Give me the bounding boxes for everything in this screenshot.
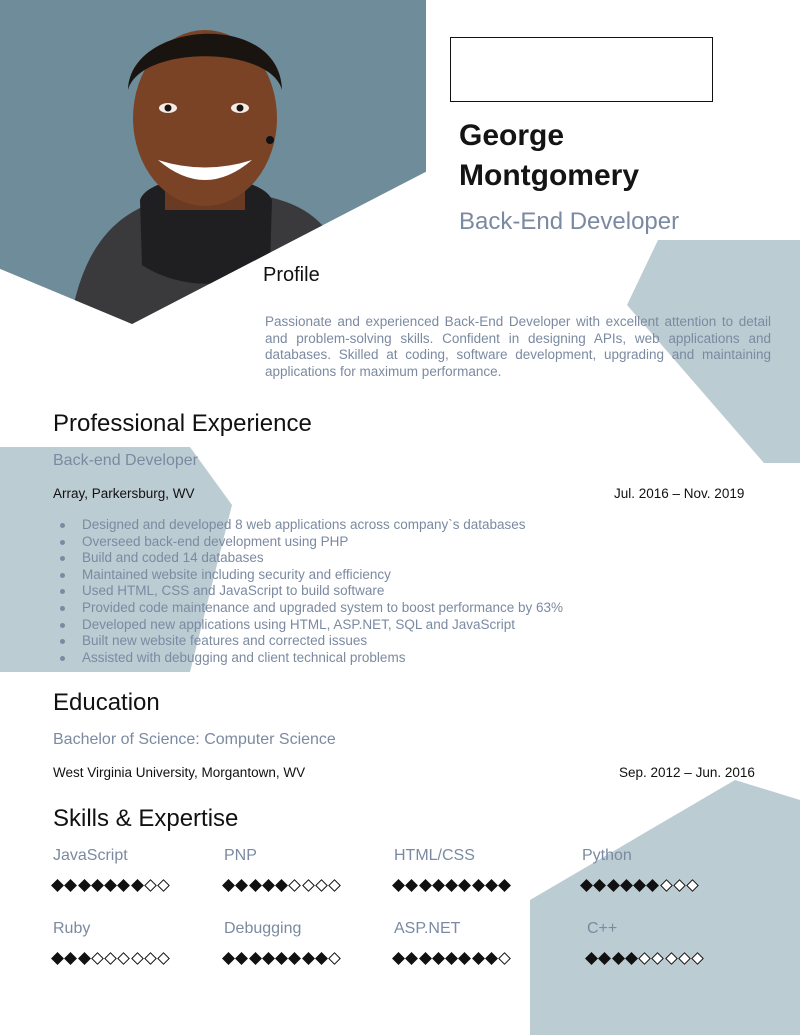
rating-diamond-filled-icon — [249, 952, 262, 965]
skill-ruby — [53, 920, 233, 940]
rating-diamond-filled-icon — [405, 879, 418, 892]
rating-diamond-filled-icon — [64, 952, 77, 965]
rating-diamond-filled-icon — [392, 952, 405, 965]
rating-diamond-filled-icon — [131, 879, 144, 892]
rating-diamond-filled-icon — [405, 952, 418, 965]
education-degree: Bachelor of Science: Computer Science — [53, 731, 336, 748]
candidate-name — [459, 116, 759, 196]
logo-placeholder — [450, 37, 713, 102]
rating-diamond-empty-icon — [315, 879, 328, 892]
education-heading: Education — [53, 689, 160, 716]
skill-name: PNP — [224, 847, 257, 864]
rating-diamond-empty-icon — [158, 879, 171, 892]
rating-diamond-empty-icon — [302, 879, 315, 892]
profile-heading: Profile — [263, 264, 320, 286]
name-last: Montgomery — [459, 159, 639, 192]
skill-asp-net — [394, 920, 574, 940]
rating-diamond-empty-icon — [131, 952, 144, 965]
rating-diamond-empty-icon — [652, 952, 665, 965]
skill-name: ASP.NET — [394, 920, 461, 937]
skill-rating — [587, 954, 707, 963]
rating-diamond-filled-icon — [647, 879, 660, 892]
rating-diamond-filled-icon — [580, 879, 593, 892]
skill-name: Python — [582, 847, 632, 864]
skill-pnp — [224, 847, 404, 867]
rating-diamond-filled-icon — [275, 879, 288, 892]
skill-name: Debugging — [224, 920, 302, 937]
rating-diamond-filled-icon — [78, 952, 91, 965]
rating-diamond-filled-icon — [459, 879, 472, 892]
rating-diamond-filled-icon — [485, 952, 498, 965]
rating-diamond-filled-icon — [78, 879, 91, 892]
rating-diamond-filled-icon — [118, 879, 131, 892]
rating-diamond-empty-icon — [144, 952, 157, 965]
skill-rating — [582, 881, 702, 890]
rating-diamond-filled-icon — [607, 879, 620, 892]
rating-diamond-filled-icon — [445, 879, 458, 892]
rating-diamond-filled-icon — [91, 879, 104, 892]
name-first: George — [459, 119, 565, 152]
skill-rating — [394, 954, 514, 963]
profile-summary: Passionate and experienced Back-End Developer with excellent attention to detail and problem-solving skills. Confident in designing APIs, web applications and databases. Skilled at coding, software development, upgrading and maintaining applications for maximum performance. — [265, 314, 771, 379]
rating-diamond-empty-icon — [673, 879, 686, 892]
rating-diamond-empty-icon — [289, 879, 302, 892]
experience-heading: Professional Experience — [53, 410, 312, 437]
rating-diamond-empty-icon — [665, 952, 678, 965]
skill-javascript — [53, 847, 233, 867]
rating-diamond-filled-icon — [64, 879, 77, 892]
rating-diamond-empty-icon — [104, 952, 117, 965]
rating-diamond-filled-icon — [315, 952, 328, 965]
skill-name: JavaScript — [53, 847, 128, 864]
rating-diamond-filled-icon — [419, 879, 432, 892]
education-school: West Virginia University, Morgantown, WV — [53, 765, 306, 780]
skill-python — [582, 847, 762, 867]
rating-diamond-filled-icon — [275, 952, 288, 965]
rating-diamond-filled-icon — [472, 952, 485, 965]
rating-diamond-empty-icon — [158, 952, 171, 965]
rating-diamond-empty-icon — [660, 879, 673, 892]
list-item: Developed new applications using HTML, ASP.NET, SQL and JavaScript — [60, 617, 700, 634]
rating-diamond-empty-icon — [638, 952, 651, 965]
rating-diamond-empty-icon — [687, 879, 700, 892]
rating-diamond-filled-icon — [432, 952, 445, 965]
job-title: Back-End Developer — [459, 208, 680, 235]
experience-dates: Jul. 2016 – Nov. 2019 — [614, 486, 745, 501]
rating-diamond-empty-icon — [329, 879, 342, 892]
list-item: Maintained website including security and efficiency — [60, 567, 700, 584]
rating-diamond-filled-icon — [625, 952, 638, 965]
rating-diamond-filled-icon — [472, 879, 485, 892]
list-item: Built new website features and corrected issues — [60, 633, 700, 650]
rating-diamond-filled-icon — [485, 879, 498, 892]
list-item: Designed and developed 8 web applications across company`s databases — [60, 517, 700, 534]
rating-diamond-empty-icon — [499, 952, 512, 965]
rating-diamond-filled-icon — [222, 879, 235, 892]
experience-role: Back-end Developer — [53, 452, 198, 469]
rating-diamond-filled-icon — [51, 952, 64, 965]
skill-rating — [224, 954, 344, 963]
rating-diamond-filled-icon — [419, 952, 432, 965]
rating-diamond-filled-icon — [499, 879, 512, 892]
rating-diamond-filled-icon — [445, 952, 458, 965]
rating-diamond-filled-icon — [104, 879, 117, 892]
list-item: Build and coded 14 databases — [60, 550, 700, 567]
rating-diamond-filled-icon — [289, 952, 302, 965]
rating-diamond-empty-icon — [678, 952, 691, 965]
skill-html-css — [394, 847, 574, 867]
rating-diamond-filled-icon — [633, 879, 646, 892]
rating-diamond-filled-icon — [593, 879, 606, 892]
rating-diamond-filled-icon — [620, 879, 633, 892]
rating-diamond-filled-icon — [262, 879, 275, 892]
list-item: Assisted with debugging and client technical problems — [60, 650, 700, 667]
skill-name: Ruby — [53, 920, 91, 937]
list-item: Provided code maintenance and upgraded system to boost performance by 63% — [60, 600, 700, 617]
rating-diamond-empty-icon — [692, 952, 705, 965]
experience-company: Array, Parkersburg, WV — [53, 486, 195, 501]
rating-diamond-filled-icon — [612, 952, 625, 965]
rating-diamond-filled-icon — [262, 952, 275, 965]
rating-diamond-empty-icon — [329, 952, 342, 965]
rating-diamond-filled-icon — [585, 952, 598, 965]
rating-diamond-filled-icon — [235, 879, 248, 892]
rating-diamond-empty-icon — [91, 952, 104, 965]
rating-diamond-filled-icon — [459, 952, 472, 965]
rating-diamond-filled-icon — [302, 952, 315, 965]
rating-diamond-empty-icon — [118, 952, 131, 965]
skill-rating — [394, 881, 514, 890]
list-item: Used HTML, CSS and JavaScript to build software — [60, 583, 700, 600]
hexagon-shape-bottom — [530, 780, 800, 1035]
rating-diamond-filled-icon — [598, 952, 611, 965]
experience-bullets — [60, 517, 700, 666]
rating-diamond-filled-icon — [249, 879, 262, 892]
rating-diamond-filled-icon — [222, 952, 235, 965]
skill-name: HTML/CSS — [394, 847, 475, 864]
skill-cpp — [587, 920, 767, 940]
rating-diamond-filled-icon — [51, 879, 64, 892]
rating-diamond-filled-icon — [392, 879, 405, 892]
rating-diamond-filled-icon — [432, 879, 445, 892]
rating-diamond-filled-icon — [235, 952, 248, 965]
list-item: Overseed back-end development using PHP — [60, 534, 700, 551]
skill-name: C++ — [587, 920, 618, 937]
rating-diamond-empty-icon — [144, 879, 157, 892]
skill-debugging — [224, 920, 404, 940]
skill-rating — [53, 881, 173, 890]
skill-rating — [224, 881, 344, 890]
education-dates: Sep. 2012 – Jun. 2016 — [619, 765, 755, 780]
skills-heading: Skills & Expertise — [53, 805, 239, 832]
skill-rating — [53, 954, 173, 963]
